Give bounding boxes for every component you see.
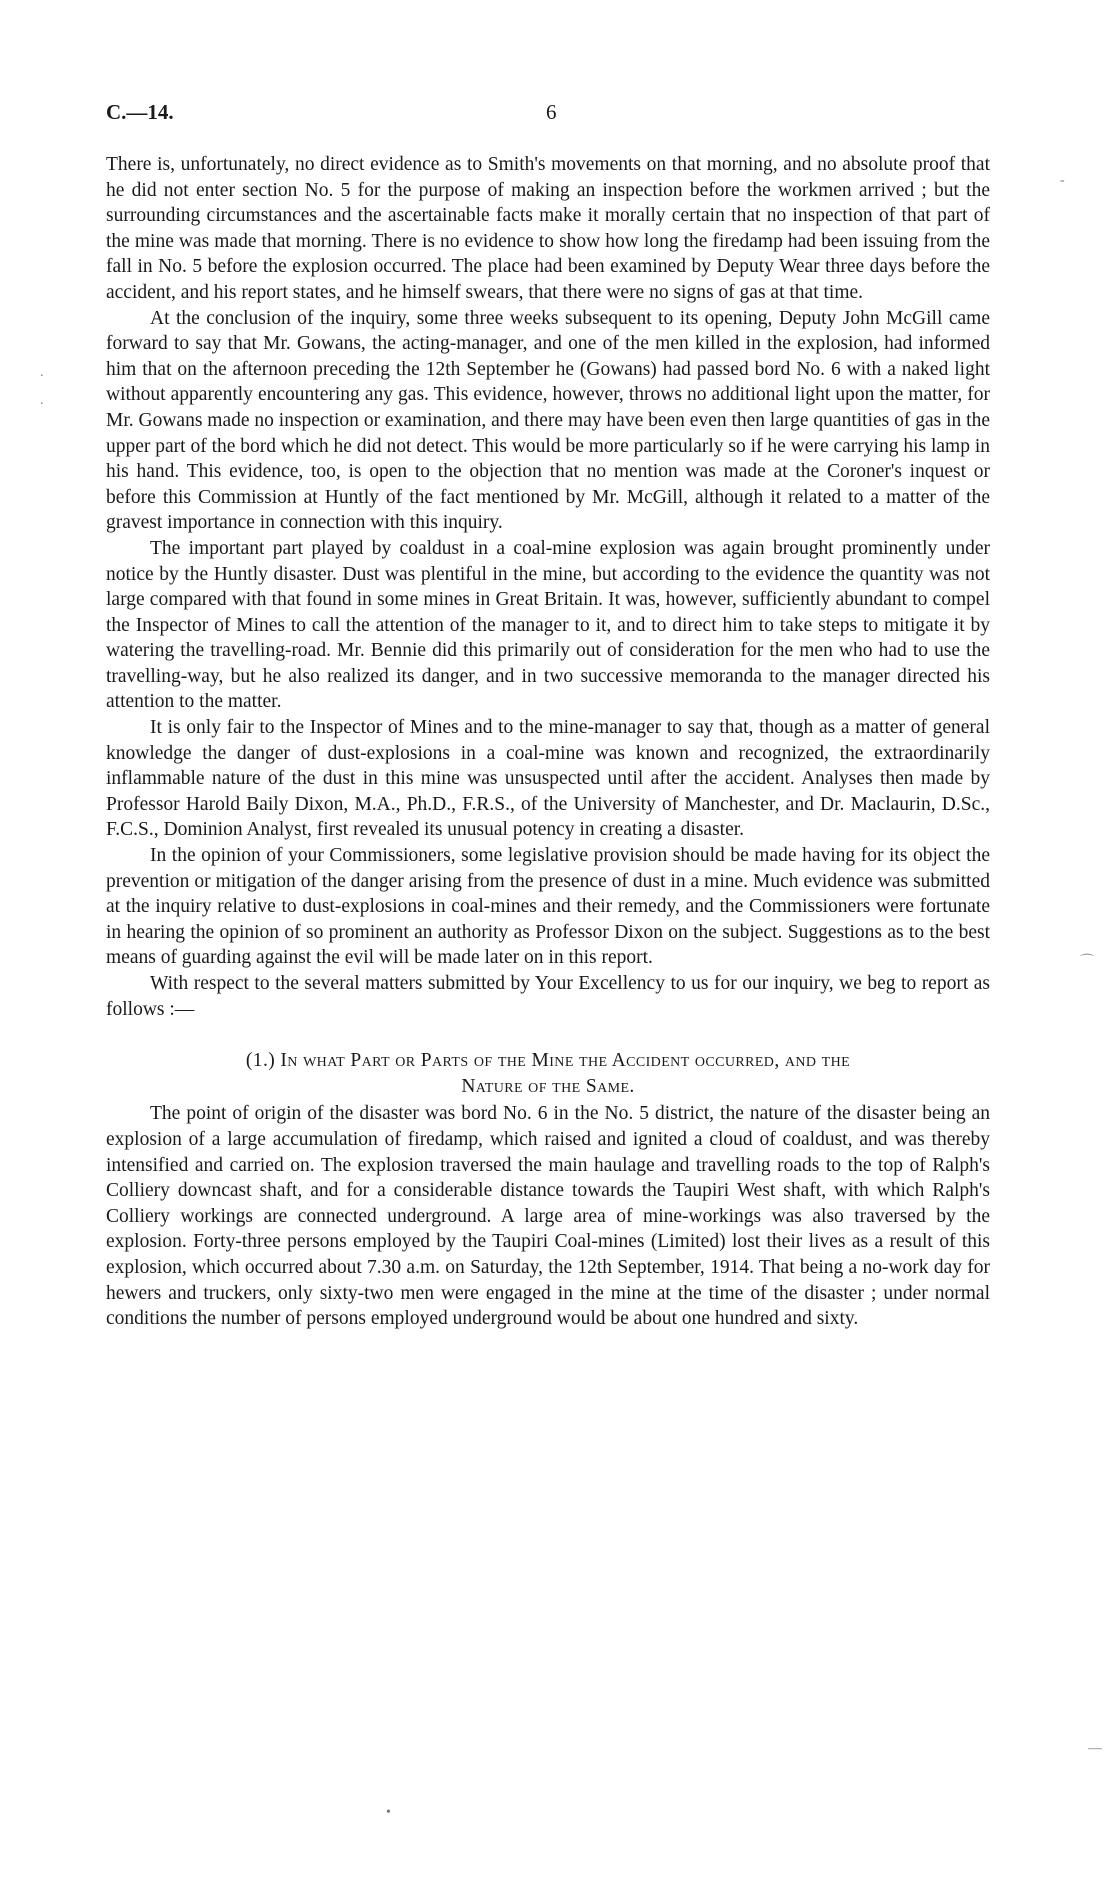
margin-mark: ⌒ <box>1080 955 1094 970</box>
section-paragraph: The point of origin of the disaster was bord No. 6 in the No. 5 district, the nature of the disaster being an explosion of a large accumulation of firedamp, which raised and ignited a cloud of coaldust, and was thereby intensified and carried on. The explosion traversed the main haulage and travelling roads to the top of Ralph's Colliery downcast shaft, and for a considerable distance towards the Taupiri West shaft, with which Ralph's Colliery workings are connected underground. A large area of mine-workings was also traversed by the explosion. Forty-three persons employed by the Taupiri Coal-mines (Limited) lost their lives as a result of this explosion, which occurred about 7.30 a.m. on Saturday, the 12th September, 1914. That being a no-work day for hewers and truckers, only sixty-two men were engaged in the mine at the time of the disaster ; under normal conditions the number of persons employed underground would be about one hundred and sixty. <box>106 1103 990 1330</box>
paragraph-4: It is only fair to the Inspector of Mines and to the mine-manager to say that, though as a matter of general knowledge the danger of dust-explosions in a coal-mine was known and recognized, the extraordinarily inflammable nature of the dust in this mine was unsuspected until after the accident. Analyses then made by Professor Harold Baily Dixon, M.A., Ph.D., F.R.S., of the University of Manchester, and Dr. Maclaurin, D.Sc., F.C.S., Dominion Analyst, first revealed its unusual potency in creating a disaster. <box>106 717 990 841</box>
body-text <box>106 152 990 1332</box>
paragraph-2: At the conclusion of the inquiry, some three weeks subsequent to its opening, Deputy John McGill came forward to say that Mr. Gowans, the acting-manager, and one of the men killed in the explosion, had informed him that on the afternoon preceding the 12th September he (Gowans) had passed bord No. 6 with a naked light without apparently encountering any gas. This evidence, however, throws no additional light upon the matter, for Mr. Gowans made no inspection or examination, and there may have been even then large quantities of gas in the upper part of the bord which he did not detect. This would be more particularly so if he were carrying his lamp in his hand. This evidence, too, is open to the objection that no mention was made at the Coroner's inquest or before this Commission at Huntly of the fact mentioned by Mr. McGill, although it related to a matter of the gravest importance in connection with this inquiry. <box>106 307 990 534</box>
section-heading <box>106 1048 990 1099</box>
paragraph-3: The important part played by coaldust in a coal-mine explosion was again brought prominently under notice by the Huntly disaster. Dust was plentiful in the mine, but according to the evidence the quantity was not large compared with that found in some mines in Great Britain. It was, however, sufficiently abundant to compel the Inspector of Mines to call the attention of the manager to it, and to direct him to take steps to mitigate it by watering the travelling-road. Mr. Bennie did this primarily out of consideration for the men who had to use the travelling-way, but he also realized its danger, and in two successive memoranda to the manager directed his attention to the matter. <box>106 537 990 713</box>
paragraph-1: There is, unfortunately, no direct evidence as to Smith's movements on that morning, and no absolute proof that he did not enter section No. 5 for the purpose of making an inspection before the workmen arrived ; but the surrounding circumstances and the ascertainable facts make it morally certain that no inspection of that part of the mine was made that morning. There is no evidence to show how long the firedamp had been issuing from the fall in No. 5 before the explosion occurred. The place had been examined by Deputy Wear three days before the accident, and his report states, and he himself swears, that there were no signs of gas at that time. <box>106 154 990 303</box>
paragraph-5: In the opinion of your Commissioners, some legislative provision should be made having for its object the prevention or mitigation of the danger arising from the presence of dust in a mine. Much evidence was submitted at the inquiry relative to dust-explosions in coal-mines and their remedy, and the Commissioners were fortunate in hearing the opinion of so prominent an authority as Professor Dixon on the subject. Suggestions as to the best means of guarding against the evil will be made later on in this report. <box>106 845 990 969</box>
page-number: 6 <box>546 100 557 124</box>
paragraph-6: With respect to the several matters submitted by Your Excellency to us for our inquiry, we beg to report as follows :— <box>106 973 990 1020</box>
section-heading-line-2: Nature of the Same. <box>461 1075 635 1097</box>
document-code: C.—14. <box>106 100 174 124</box>
margin-mark: - <box>1060 173 1065 188</box>
margin-mark: — <box>1088 1741 1102 1756</box>
margin-mark: . <box>40 365 44 380</box>
margin-mark: • <box>386 1805 391 1820</box>
page-header <box>106 100 990 132</box>
margin-mark: . <box>40 393 44 408</box>
section-heading-line-1: (1.) In what Part or Parts of the Mine the Accident occurred, and the <box>245 1050 851 1072</box>
